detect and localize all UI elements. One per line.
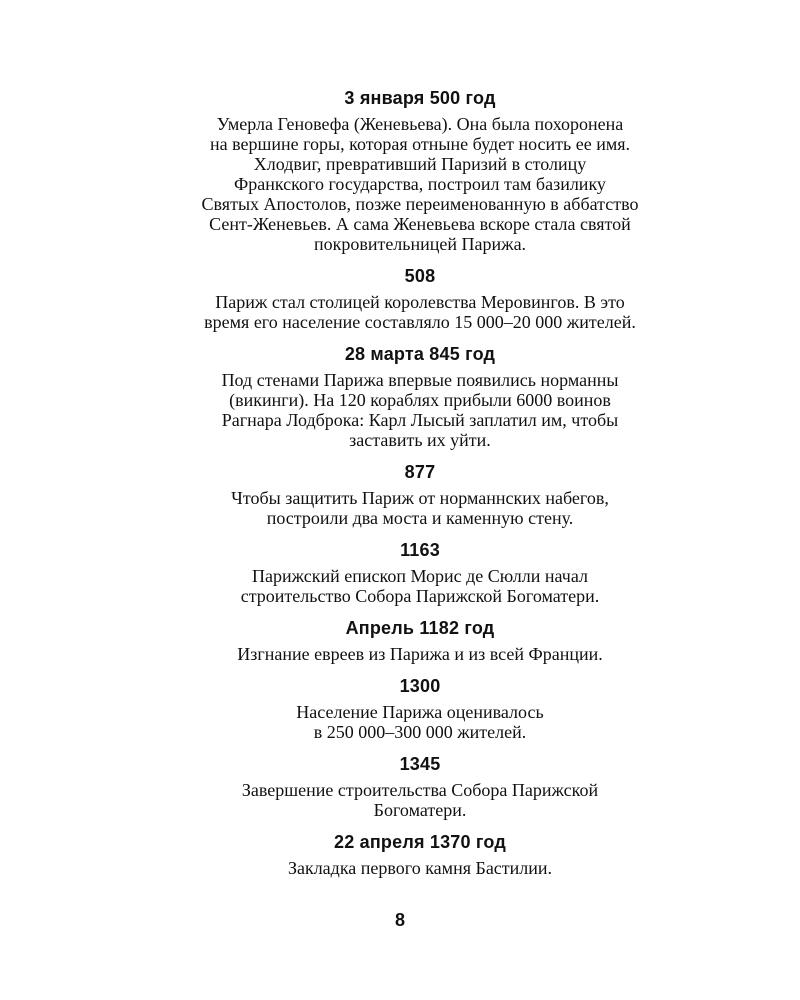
chronology-entry [120, 616, 720, 664]
chronology-page [120, 86, 720, 888]
entry-text: Изгнание евреев из Парижа и из всей Франции. [237, 644, 603, 664]
chronology-entry [120, 830, 720, 878]
entry-text: Парижский епископ Морис де Сюлли начал строительство Собора Парижской Богоматери. [240, 566, 600, 606]
entry-date: 877 [404, 462, 436, 482]
entry-text: Умерла Геновефа (Женевьева). Она была похоронена на вершине горы, которая отныне будет носить ее имя. Хлодвиг, превративший Паризий в столицу Франкского государства, построил там базилику Святых Апостолов, позже переименованную в аббатство Сент-Женевьев. А сама Женевьева вскоре стала святой покровительницей Парижа. [201, 114, 639, 254]
chronology-entry [120, 752, 720, 820]
entry-text: Под стенами Парижа впервые появились норманны (викинги). На 120 кораблях прибыли 6000 воинов Рагнара Лодброка: Карл Лысый заплатил им, чтобы заставить их уйти. [221, 370, 619, 450]
chronology-entry [120, 86, 720, 254]
entry-date: Апрель 1182 год [345, 618, 495, 638]
entry-date: 1163 [400, 540, 440, 560]
entry-date: 3 января 500 год [344, 88, 496, 108]
chronology-entry [120, 342, 720, 450]
chronology-entry [120, 264, 720, 332]
chronology-entry [120, 538, 720, 606]
entry-text: Завершение строительства Собора Парижской Богоматери. [241, 780, 599, 820]
entry-text: Закладка первого камня Бастилии. [287, 858, 553, 878]
entry-date: 28 марта 845 год [344, 344, 496, 364]
entry-text: Население Парижа оценивалось в 250 000–300 000 жителей. [296, 702, 544, 742]
entry-text: Чтобы защитить Париж от норманнских набегов, построили два моста и каменную стену. [231, 488, 609, 528]
entry-date: 22 апреля 1370 год [334, 832, 506, 852]
entry-date: 1345 [399, 754, 441, 774]
entry-date: 1300 [399, 676, 441, 696]
entry-text: Париж стал столицей королевства Меровингов. В это время его население составляло 15 000–20 000 жителей. [204, 292, 636, 332]
entry-date: 508 [404, 266, 436, 286]
chronology-entry [120, 674, 720, 742]
chronology-entry [120, 460, 720, 528]
page-number: 8 [394, 910, 405, 930]
